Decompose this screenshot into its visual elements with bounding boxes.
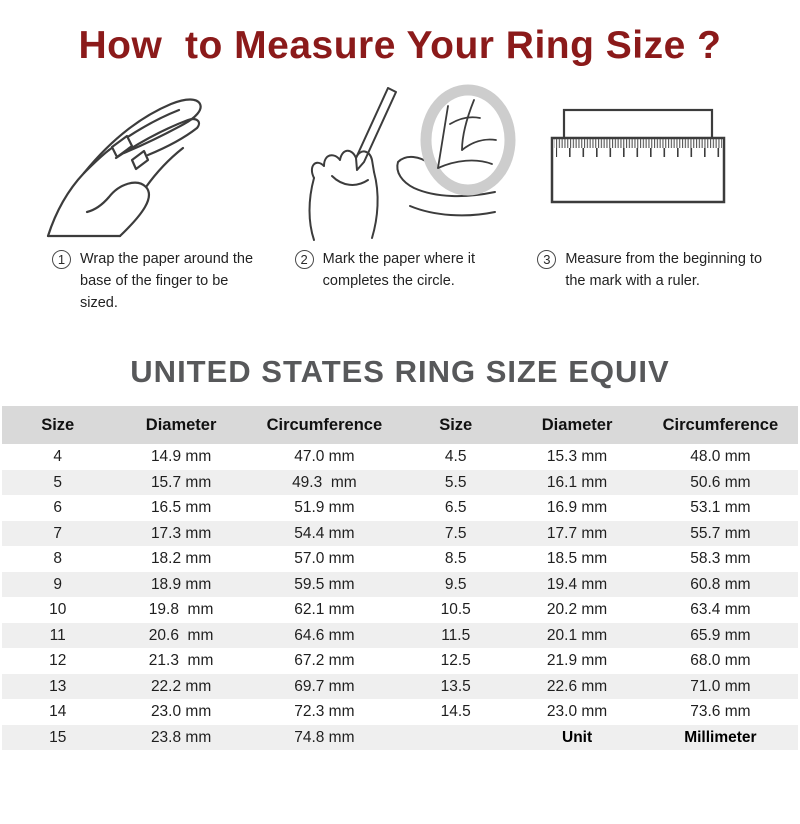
table-row bbox=[2, 470, 798, 496]
table-cell: 7 bbox=[2, 521, 113, 547]
ring-size-table-body bbox=[2, 444, 798, 750]
table-cell: 19.8 mm bbox=[148, 601, 214, 618]
table-cell: 9 bbox=[2, 572, 113, 598]
figure-step-1 bbox=[0, 83, 267, 243]
table-cell: 54.4 mm bbox=[249, 521, 400, 547]
table-cell: 73.6 mm bbox=[690, 703, 751, 720]
table-header-row bbox=[2, 406, 798, 444]
instruction-captions bbox=[0, 249, 800, 314]
table-cell: 21.9 mm bbox=[546, 652, 608, 669]
table-row bbox=[2, 725, 798, 751]
table-cell: 48.0 mm bbox=[690, 448, 751, 465]
table-cell: 17.3 mm bbox=[113, 521, 248, 547]
table-cell: 16.9 mm bbox=[546, 499, 608, 516]
table-cell: 7.5 bbox=[400, 521, 511, 547]
table-cell: 74.8 mm bbox=[249, 725, 400, 751]
table-cell: 60.8 mm bbox=[643, 572, 798, 598]
step-1-caption bbox=[0, 249, 267, 314]
table-row bbox=[2, 521, 798, 547]
table-cell: 4 bbox=[53, 448, 63, 465]
step-2-number-badge: 2 bbox=[295, 250, 314, 269]
table-cell: 5 bbox=[2, 470, 113, 496]
table-cell: 65.9 mm bbox=[643, 623, 798, 649]
table-cell: 51.9 mm bbox=[294, 499, 355, 516]
table-cell: 49.3 mm bbox=[249, 470, 400, 496]
page-title: How to Measure Your Ring Size ? bbox=[78, 24, 722, 67]
table-cell: 55.7 mm bbox=[643, 521, 798, 547]
table-row bbox=[2, 674, 798, 700]
table-row bbox=[2, 597, 798, 623]
table-cell: 18.5 mm bbox=[546, 550, 608, 567]
table-cell: 20.6 mm bbox=[113, 623, 248, 649]
table-cell: 13 bbox=[2, 674, 113, 700]
step-1-text bbox=[80, 249, 267, 314]
table-cell: 19.4 mm bbox=[511, 572, 642, 598]
ruler-measure-illustration-icon bbox=[542, 98, 792, 228]
table-cell: 59.5 mm bbox=[249, 572, 400, 598]
table-cell: 6 bbox=[53, 499, 63, 516]
table-cell: 57.0 mm bbox=[294, 550, 355, 567]
table-cell: 58.3 mm bbox=[690, 550, 751, 567]
table-cell: 13.5 bbox=[400, 674, 511, 700]
table-cell: 8.5 bbox=[444, 550, 467, 567]
header-size-right: Size bbox=[400, 406, 511, 444]
step-1-line-1: Wrap the paper around the bbox=[80, 251, 254, 267]
step-3-line-1: Measure from the beginning to bbox=[565, 251, 763, 267]
table-cell: 72.3 mm bbox=[294, 703, 355, 720]
step-2-line-1: Mark the paper where it bbox=[322, 251, 475, 267]
table-cell: 5.5 bbox=[400, 470, 511, 496]
instruction-illustrations bbox=[0, 80, 800, 245]
header-diameter-left: Diameter bbox=[113, 406, 248, 444]
step-2-caption bbox=[267, 249, 534, 314]
figure-step-3 bbox=[533, 98, 800, 228]
table-cell bbox=[400, 725, 511, 751]
header-diameter-right: Diameter bbox=[511, 406, 642, 444]
section-heading: UNITED STATES RING SIZE EQUIV bbox=[130, 354, 670, 390]
table-row bbox=[2, 444, 798, 470]
table-cell: 17.7 mm bbox=[511, 521, 642, 547]
table-cell: 14 bbox=[49, 703, 67, 720]
table-cell: 71.0 mm bbox=[643, 674, 798, 700]
ring-size-table bbox=[2, 406, 798, 750]
step-3-caption bbox=[533, 249, 800, 314]
table-row bbox=[2, 623, 798, 649]
table-cell: 16.5 mm bbox=[150, 499, 212, 516]
table-cell: 15 bbox=[2, 725, 113, 751]
step-2-text bbox=[323, 249, 475, 293]
table-cell: 68.0 mm bbox=[690, 652, 751, 669]
table-cell: 20.2 mm bbox=[546, 601, 608, 618]
step-3-number-badge: 3 bbox=[537, 250, 556, 269]
header-size-left: Size bbox=[2, 406, 113, 444]
table-row bbox=[2, 572, 798, 598]
table-row bbox=[2, 648, 798, 674]
table-cell: 12.5 bbox=[440, 652, 471, 669]
table-cell: 53.1 mm bbox=[690, 499, 751, 516]
table-cell: 15.3 mm bbox=[546, 448, 608, 465]
step-1-number-badge: 1 bbox=[52, 250, 71, 269]
table-cell: 11.5 bbox=[400, 623, 511, 649]
table-cell: 22.2 mm bbox=[113, 674, 248, 700]
table-cell: 47.0 mm bbox=[294, 448, 355, 465]
header-circumference-left: Circumference bbox=[249, 406, 400, 444]
table-cell: 50.6 mm bbox=[643, 470, 798, 496]
step-2-line-2: completes the circle. bbox=[322, 272, 455, 289]
table-cell: 14.5 bbox=[440, 703, 471, 720]
table-cell: 23.0 mm bbox=[546, 703, 608, 720]
table-cell: 6.5 bbox=[444, 499, 467, 516]
figure-step-2 bbox=[267, 80, 534, 245]
table-row bbox=[2, 495, 798, 521]
table-row bbox=[2, 546, 798, 572]
table-cell: 62.1 mm bbox=[294, 601, 355, 618]
table-cell: 64.6 mm bbox=[249, 623, 400, 649]
table-cell: 10 bbox=[49, 601, 67, 618]
table-cell: 14.9 mm bbox=[150, 448, 212, 465]
table-cell: 18.2 mm bbox=[150, 550, 212, 567]
table-cell: 21.3 mm bbox=[148, 652, 214, 669]
table-header bbox=[2, 406, 798, 444]
table-cell: 12 bbox=[49, 652, 67, 669]
table-cell: 69.7 mm bbox=[249, 674, 400, 700]
table-row bbox=[2, 699, 798, 725]
table-cell: 22.6 mm bbox=[511, 674, 642, 700]
table-cell: 8 bbox=[53, 550, 63, 567]
table-cell: 11 bbox=[2, 623, 113, 649]
header-circumference-right: Circumference bbox=[643, 406, 798, 444]
step-3-text bbox=[565, 249, 762, 293]
step-1-line-2: base of the finger to be sized. bbox=[80, 272, 229, 311]
table-cell: 67.2 mm bbox=[294, 652, 355, 669]
table-cell: 15.7 mm bbox=[113, 470, 248, 496]
table-cell: Millimeter bbox=[643, 725, 798, 751]
table-cell: Unit bbox=[511, 725, 642, 751]
table-cell: 4.5 bbox=[444, 448, 467, 465]
table-cell: 16.1 mm bbox=[511, 470, 642, 496]
hand-paper-wrap-illustration-icon bbox=[16, 83, 251, 243]
table-cell: 23.8 mm bbox=[113, 725, 248, 751]
table-cell: 23.0 mm bbox=[150, 703, 212, 720]
hand-pencil-mark-illustration-icon bbox=[280, 80, 520, 245]
table-cell: 9.5 bbox=[400, 572, 511, 598]
table-cell: 10.5 bbox=[440, 601, 471, 618]
table-cell: 18.9 mm bbox=[113, 572, 248, 598]
table-cell: 20.1 mm bbox=[511, 623, 642, 649]
step-3-line-2: the mark with a ruler. bbox=[565, 272, 700, 289]
table-cell: 63.4 mm bbox=[690, 601, 751, 618]
